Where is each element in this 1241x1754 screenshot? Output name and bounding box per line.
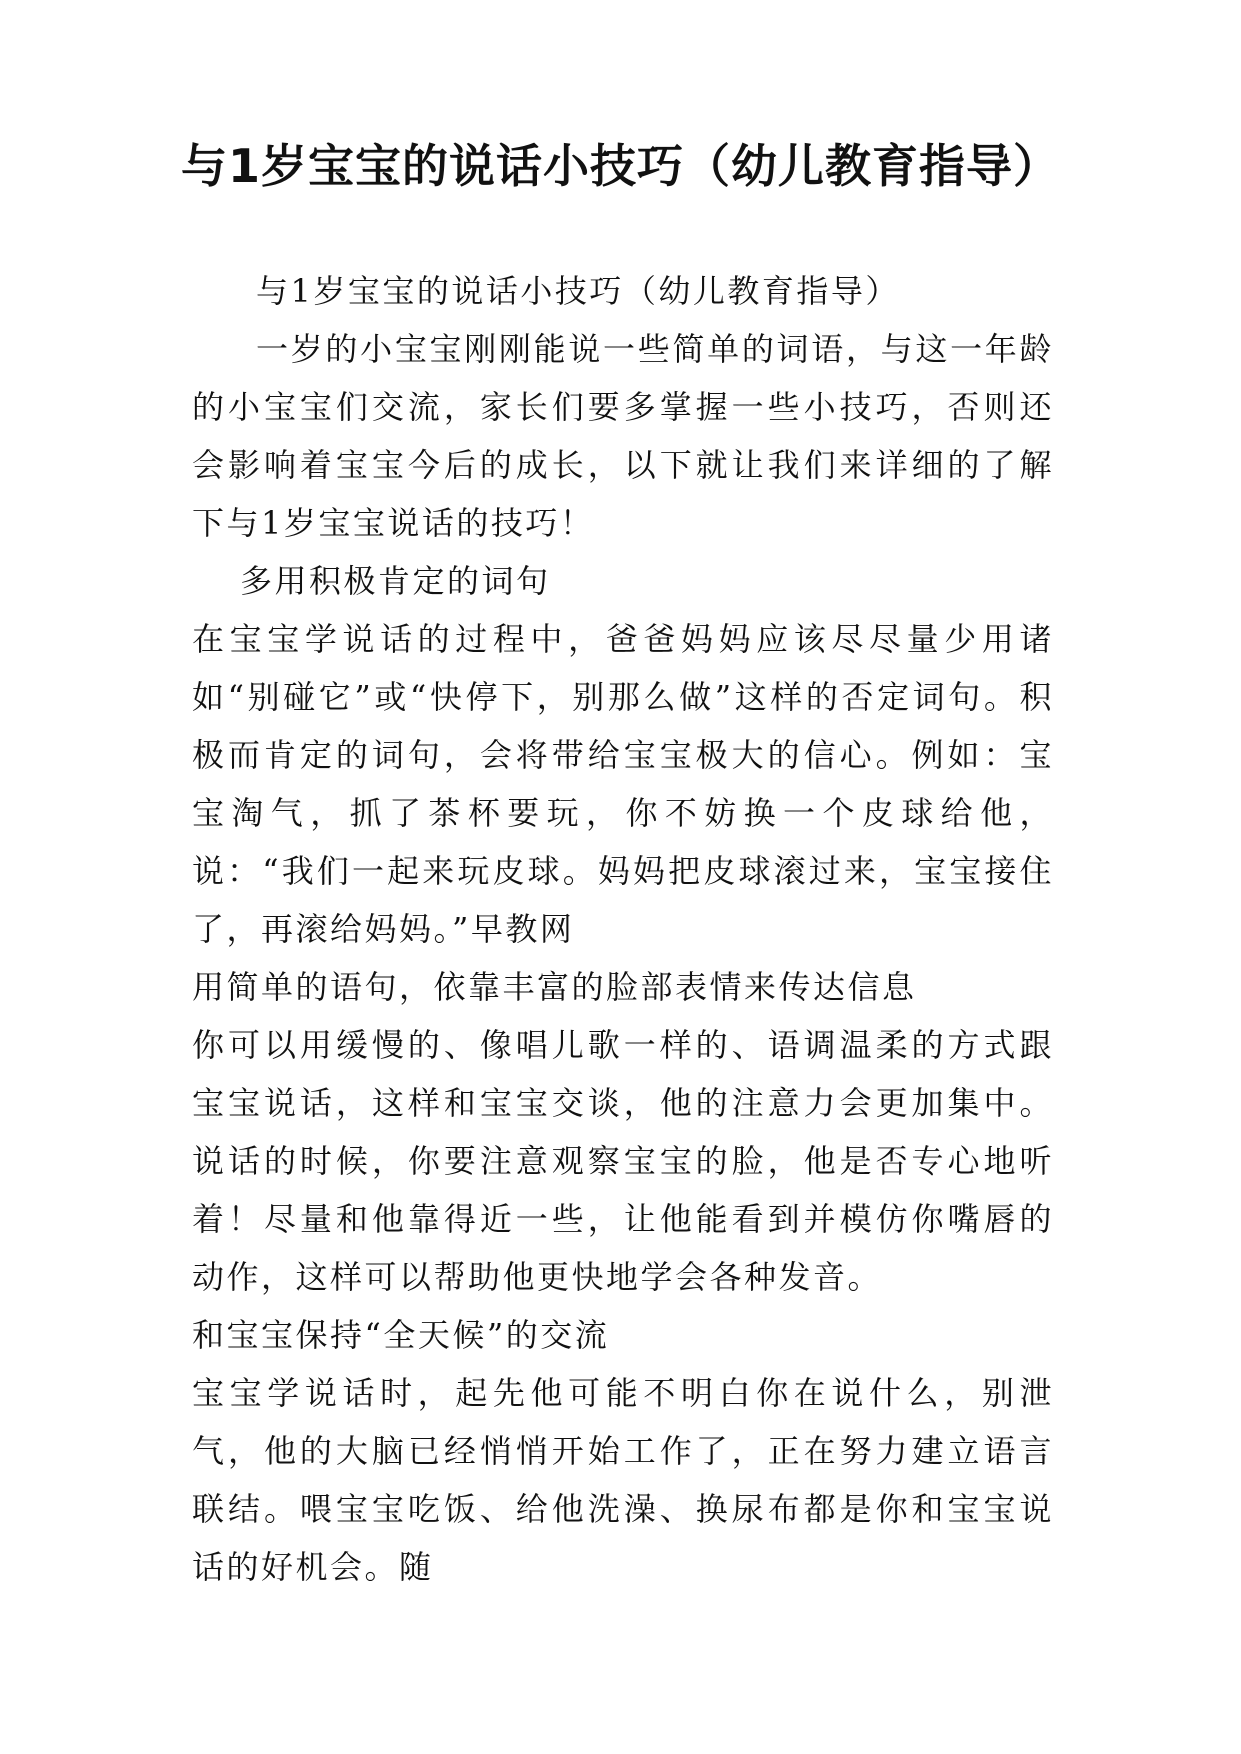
section-heading: 多用积极肯定的词句 xyxy=(240,562,551,600)
section-heading: 用简单的语句，依靠丰富的脸部表情来传达信息 xyxy=(192,968,917,1006)
intro-paragraph: 一岁的小宝宝刚刚能说一些简单的词语，与这一年龄的小宝宝们交流，家长们要多掌握一些小技巧，否则还会影响着宝宝今后的成长，以下就让我们来详细的了解下与1岁宝宝说话的技巧！ xyxy=(192,330,1054,542)
section-heading: 和宝宝保持“全天候”的交流 xyxy=(192,1316,610,1354)
document-body xyxy=(192,262,1054,1596)
intro-title-line: 与1岁宝宝的说话小技巧（幼儿教育指导） xyxy=(256,272,900,310)
document-title: 与1岁宝宝的说话小技巧（幼儿教育指导） xyxy=(180,139,1060,193)
body-paragraph: 宝宝学说话时，起先他可能不明白你在说什么，别泄气，他的大脑已经悄悄开始工作了，正在努力建立语言联结。喂宝宝吃饭、给他洗澡、换尿布都是你和宝宝说话的好机会。随 xyxy=(192,1374,1054,1586)
body-paragraph: 你可以用缓慢的、像唱儿歌一样的、语调温柔的方式跟宝宝说话，这样和宝宝交谈，他的注意力会更加集中。说话的时候，你要注意观察宝宝的脸，他是否专心地听着！尽量和他靠得近一些，让他能看到并模仿你嘴唇的动作，这样可以帮助他更快地学会各种发音。 xyxy=(192,1026,1054,1296)
body-paragraph: 在宝宝学说话的过程中，爸爸妈妈应该尽尽量少用诸如“别碰它”或“快停下，别那么做”这样的否定词句。积极而肯定的词句，会将带给宝宝极大的信心。例如：宝宝淘气，抓了茶杯要玩，你不妨换一个皮球给他，说：“我们一起来玩皮球。妈妈把皮球滚过来，宝宝接住了，再滚给妈妈。”早教网 xyxy=(192,620,1054,948)
